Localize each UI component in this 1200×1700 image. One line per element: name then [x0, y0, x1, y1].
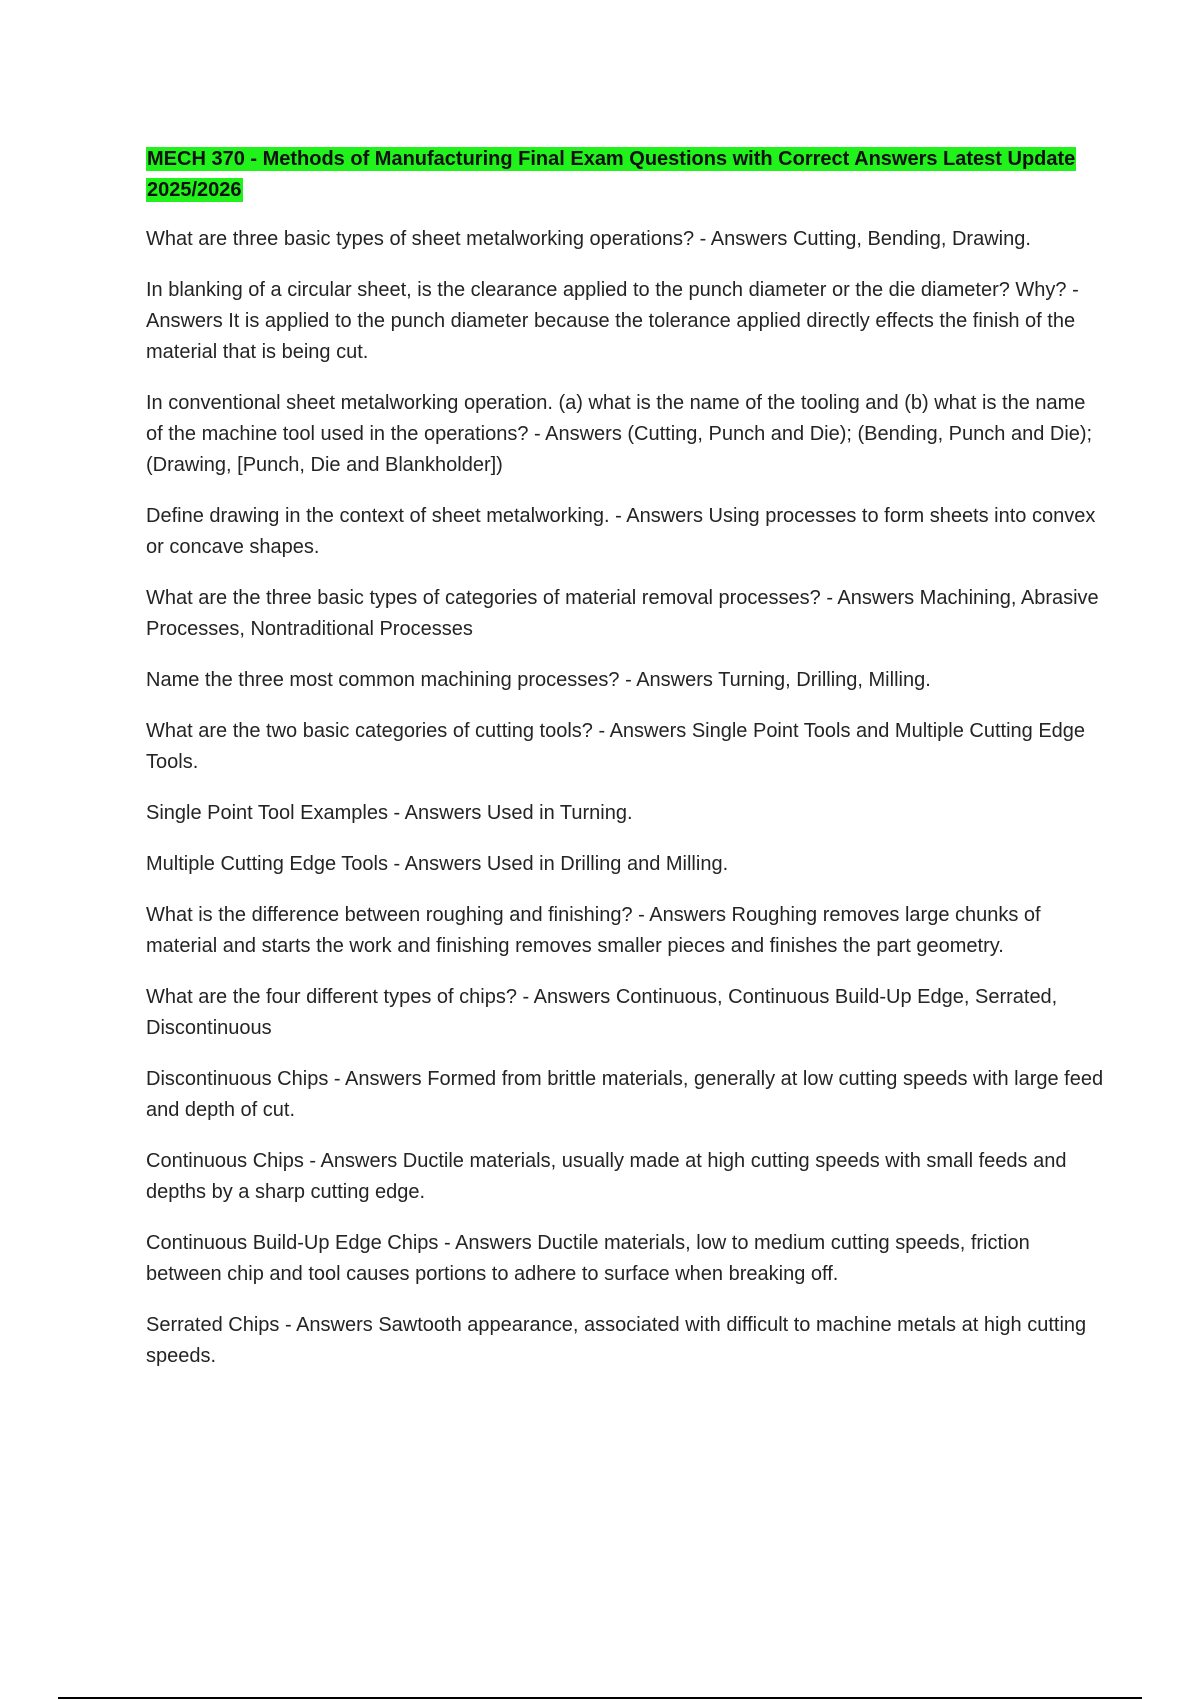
- qa-entry-9: Multiple Cutting Edge Tools - Answers Used in Drilling and Milling.: [146, 853, 729, 875]
- qa-entry-15: Serrated Chips - Answers Sawtooth appearance, associated with difficult to machine metals at high cutting speeds.: [146, 1314, 1087, 1367]
- qa-entry-4: Define drawing in the context of sheet metalworking. - Answers Using processes to form sheets into convex or concave shapes.: [146, 505, 1096, 558]
- qa-entry-1: What are three basic types of sheet metalworking operations? - Answers Cutting, Bending, Drawing.: [146, 228, 1031, 250]
- qa-entry-5: What are the three basic types of categories of material removal processes? - Answers Machining, Abrasive Processes, Nontraditional Processes: [146, 587, 1099, 640]
- qa-entry-3: In conventional sheet metalworking operation. (a) what is the name of the tooling and (b) what is the name of the machine tool used in the operations? - Answers (Cutting, Punch and Die); (Bending, Punch and Die); (Drawing, [Punch, Die and Blankholder]): [146, 392, 1093, 476]
- qa-entry-7: What are the two basic categories of cutting tools? - Answers Single Point Tools and Multiple Cutting Edge Tools.: [146, 720, 1086, 773]
- qa-entry-6: Name the three most common machining processes? - Answers Turning, Drilling, Milling.: [146, 669, 931, 691]
- document-title: [146, 144, 1106, 206]
- document-title-text: MECH 370 - Methods of Manufacturing Final Exam Questions with Correct Answers Latest Update 2025/2026: [147, 148, 1076, 201]
- qa-entry-14: Continuous Build-Up Edge Chips - Answers Ductile materials, low to medium cutting speeds, friction between chip and tool causes portions to adhere to surface when breaking off.: [146, 1232, 1030, 1285]
- qa-entry-2: In blanking of a circular sheet, is the clearance applied to the punch diameter or the die diameter? Why? - Answers It is applied to the punch diameter because the tolerance applied directly effects the finish of the material that is being cut.: [146, 279, 1079, 363]
- document-content: [146, 144, 1106, 1392]
- qa-entry-13: Continuous Chips - Answers Ductile materials, usually made at high cutting speeds with small feeds and depths by a sharp cutting edge.: [146, 1150, 1067, 1203]
- page-bottom-rule: [58, 1697, 1142, 1699]
- qa-entry-8: Single Point Tool Examples - Answers Used in Turning.: [146, 802, 633, 824]
- qa-entry-10: What is the difference between roughing and finishing? - Answers Roughing removes large chunks of material and starts the work and finishing removes smaller pieces and finishes the part geometry.: [146, 904, 1041, 957]
- qa-entry-11: What are the four different types of chips? - Answers Continuous, Continuous Build-Up Edge, Serrated, Discontinuous: [146, 986, 1058, 1039]
- qa-entry-12: Discontinuous Chips - Answers Formed from brittle materials, generally at low cutting speeds with large feed and depth of cut.: [146, 1068, 1104, 1121]
